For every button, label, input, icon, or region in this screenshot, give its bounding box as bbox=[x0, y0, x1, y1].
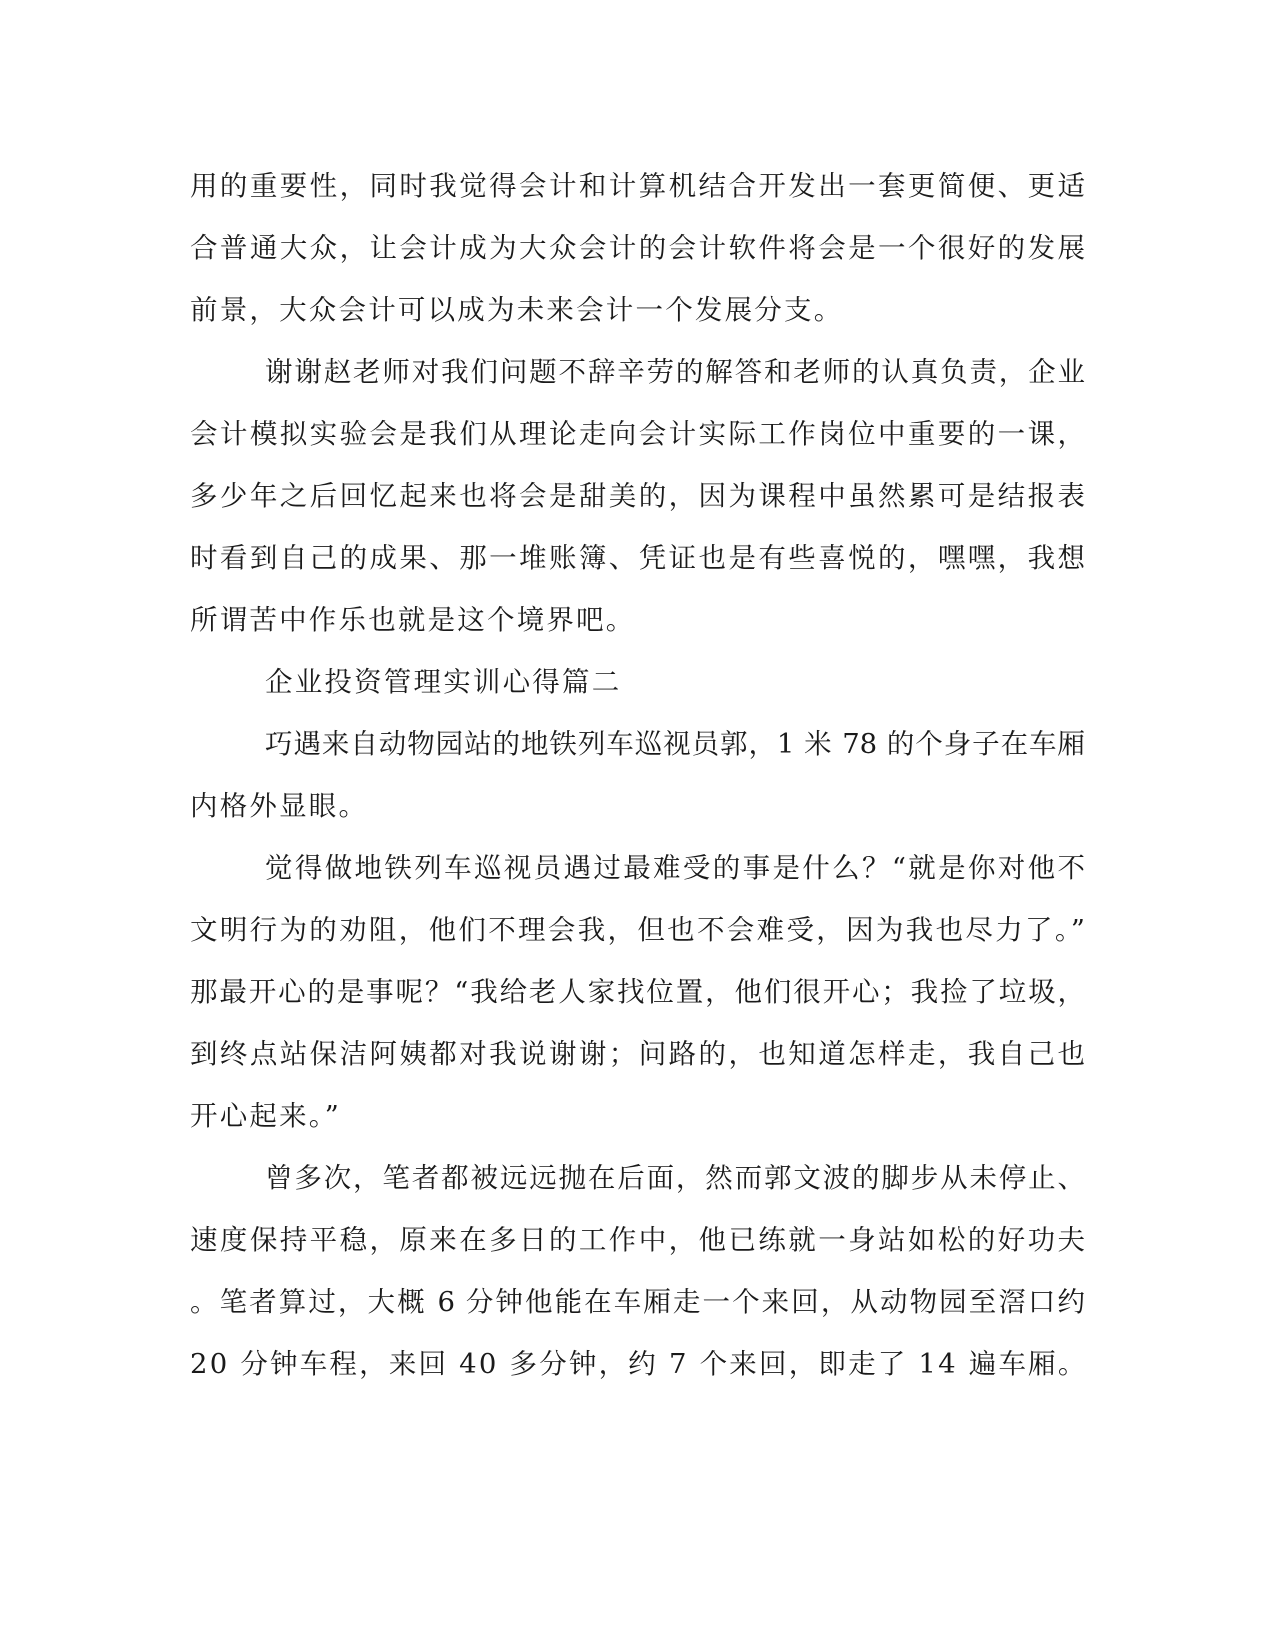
text-line: 谢谢赵老师对我们问题不辞辛劳的解答和老师的认真负责，企业 bbox=[265, 356, 1085, 388]
text-line: 觉得做地铁列车巡视员遇过最难受的事是什么？“就是你对他不 bbox=[265, 852, 1085, 884]
text-line: 内格外显眼。 bbox=[190, 790, 369, 822]
paragraph-metro-inspector bbox=[190, 713, 1085, 837]
text-line: 会计模拟实验会是我们从理论走向会计实际工作岗位中重要的一课， bbox=[190, 418, 1085, 450]
section-heading bbox=[190, 651, 1085, 713]
paragraph-walking-count bbox=[190, 1147, 1088, 1395]
paragraph-thanks-teacher bbox=[190, 341, 1085, 651]
document-body bbox=[190, 155, 1088, 1395]
text-line: 那最开心的是事呢？“我给老人家找位置，他们很开心；我捡了垃圾， bbox=[190, 976, 1085, 1008]
text-line: 多少年之后回忆起来也将会是甜美的，因为课程中虽然累可是结报表 bbox=[190, 480, 1085, 512]
text-line: 用的重要性，同时我觉得会计和计算机结合开发出一套更简便、更适 bbox=[190, 170, 1085, 202]
text-line: 合普通大众，让会计成为大众会计的会计软件将会是一个很好的发展 bbox=[190, 232, 1085, 264]
text-line: 前景，大众会计可以成为未来会计一个发展分支。 bbox=[190, 294, 844, 326]
paragraph-accounting-software bbox=[190, 155, 1085, 341]
paragraph-interview bbox=[190, 837, 1085, 1147]
heading-line: 企业投资管理实训心得篇二 bbox=[265, 666, 622, 698]
text-line: 文明行为的劝阻，他们不理会我，但也不会难受，因为我也尽力了。” bbox=[190, 914, 1085, 946]
text-line: 时看到自己的成果、那一堆账簿、凭证也是有些喜悦的，嘿嘿，我想 bbox=[190, 542, 1085, 574]
text-line: 曾多次，笔者都被远远抛在后面，然而郭文波的脚步从未停止、 bbox=[265, 1162, 1085, 1194]
text-line: 开心起来。” bbox=[190, 1100, 342, 1132]
text-line: 20 分钟车程，来回 40 多分钟，约 7 个来回，即走了 14 遍车厢。 bbox=[190, 1348, 1088, 1380]
text-line: 巧遇来自动物园站的地铁列车巡视员郭，1 米 78 的个身子在车厢 bbox=[265, 728, 1085, 760]
text-line: 所谓苦中作乐也就是这个境界吧。 bbox=[190, 604, 636, 636]
text-line: 。笔者算过，大概 6 分钟他能在车厢走一个来回，从动物园至滘口约 bbox=[190, 1286, 1085, 1318]
text-line: 速度保持平稳，原来在多日的工作中，他已练就一身站如松的好功夫 bbox=[190, 1224, 1085, 1256]
text-line: 到终点站保洁阿姨都对我说谢谢；问路的，也知道怎样走，我自己也 bbox=[190, 1038, 1085, 1070]
